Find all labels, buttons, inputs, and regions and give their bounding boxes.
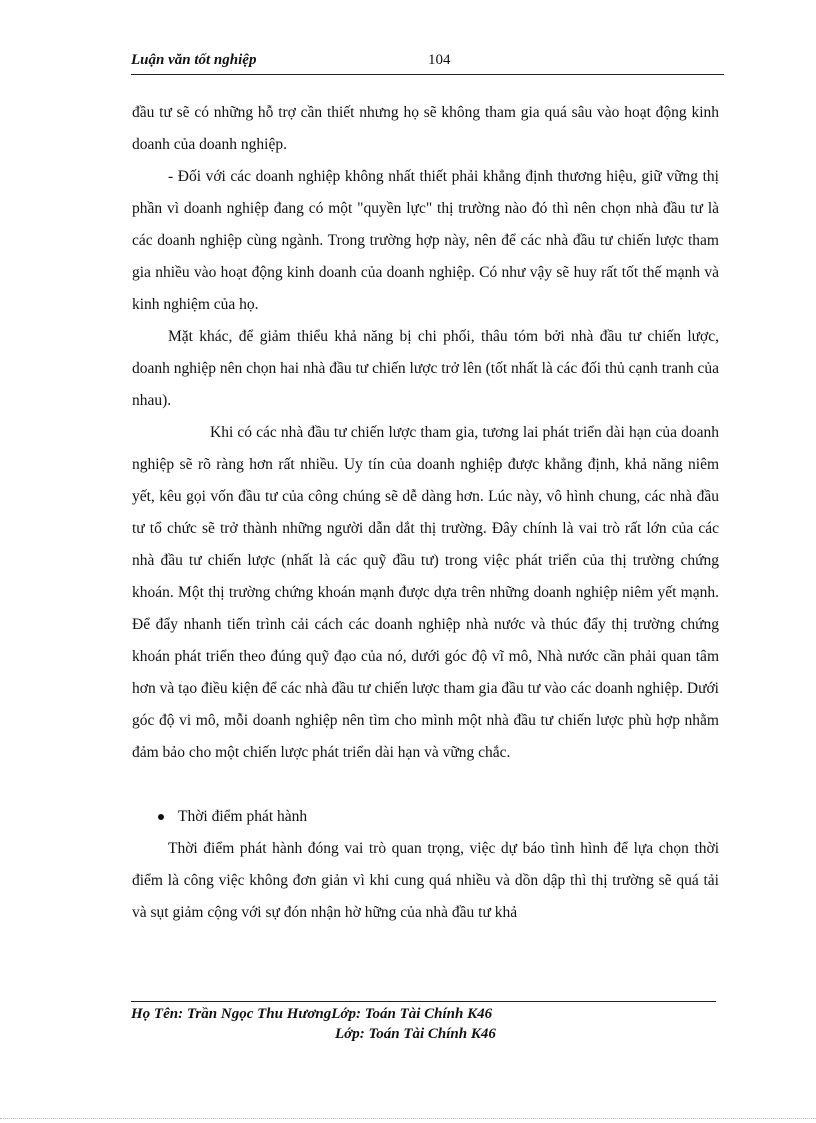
- bullet-icon: [158, 814, 164, 820]
- paragraph: Khi có các nhà đầu tư chiến lược tham gia, tương lai phát triển dài hạn của doanh nghiệp sẽ rõ ràng hơn rất nhiều. Uy tín của doanh nghiệp được khẳng định, khả năng niêm yết, kêu gọi vốn đầu tư của công chúng sẽ dễ dàng hơn. Lúc này, vô hình chung, các nhà đầu tư tổ chức sẽ trở thành những người dẫn dắt thị trường. Đây chính là vai trò rất lớn của các nhà đầu tư chiến lược (nhất là các quỹ đầu tư) trong việc phát triển của thị trường chứng khoán. Một thị trường chứng khoán mạnh được dựa trên những doanh nghiệp niêm yết mạnh. Để đẩy nhanh tiến trình cải cách các doanh nghiệp nhà nước và thúc đẩy thị trường chứng khoán phát triển theo đúng quỹ đạo của nó, dưới góc độ vĩ mô, Nhà nước cần phải quan tâm hơn và tạo điều kiện để các nhà đầu tư chiến lược tham gia đầu tư vào các doanh nghiệp. Dưới góc độ vi mô, mỗi doanh nghiệp nên tìm cho mình một nhà đầu tư chiến lược phù hợp nhằm đảm bảo cho một chiến lược phát triển dài hạn và vững chắc.: [132, 424, 719, 761]
- page-number: 104: [428, 52, 451, 68]
- paragraph: Mặt khác, để giảm thiểu khả năng bị chi phối, thâu tóm bởi nhà đầu tư chiến lược, doanh nghiệp nên chọn hai nhà đầu tư chiến lược trở lên (tốt nhất là các đối thủ cạnh tranh của nhau).: [132, 328, 719, 409]
- page-edge-divider: [0, 1118, 816, 1119]
- blank-line: [132, 769, 719, 801]
- header-title: Luận văn tốt nghiệp: [131, 52, 257, 68]
- footer-author: Họ Tên: Trần Ngọc Thu HươngLớp: Toán Tài Chính K46: [131, 1006, 493, 1022]
- paragraph: Thời điểm phát hành đóng vai trò quan trọng, việc dự báo tình hình để lựa chọn thời điểm là công việc không đơn giản vì khi cung quá nhiều và dồn dập thì thị trường sẽ quá tải và sụt giảm cộng với sự đón nhận hờ hững của nhà đầu tư khả: [132, 840, 719, 921]
- footer-class: Lớp: Toán Tài Chính K46: [335, 1026, 496, 1042]
- page-header: [131, 52, 724, 75]
- footer-divider: [131, 1001, 716, 1002]
- bullet-heading-text: Thời điểm phát hành: [178, 808, 308, 825]
- paragraph: đầu tư sẽ có những hỗ trợ cần thiết nhưng họ sẽ không tham gia quá sâu vào hoạt động kinh doanh của doanh nghiệp.: [132, 104, 719, 153]
- document-body: [132, 97, 719, 929]
- bullet-heading: [132, 801, 719, 833]
- paragraph: - Đối với các doanh nghiệp không nhất thiết phải khẳng định thương hiệu, giữ vững thị phần vì doanh nghiệp đang có một "quyền lực" thị trường nào đó thì nên chọn nhà đầu tư là các doanh nghiệp cùng ngành. Trong trường hợp này, nên để các nhà đầu tư chiến lược tham gia nhiều vào hoạt động kinh doanh của doanh nghiệp. Có như vậy sẽ huy rất tốt thế mạnh và kinh nghiệm của họ.: [132, 168, 719, 313]
